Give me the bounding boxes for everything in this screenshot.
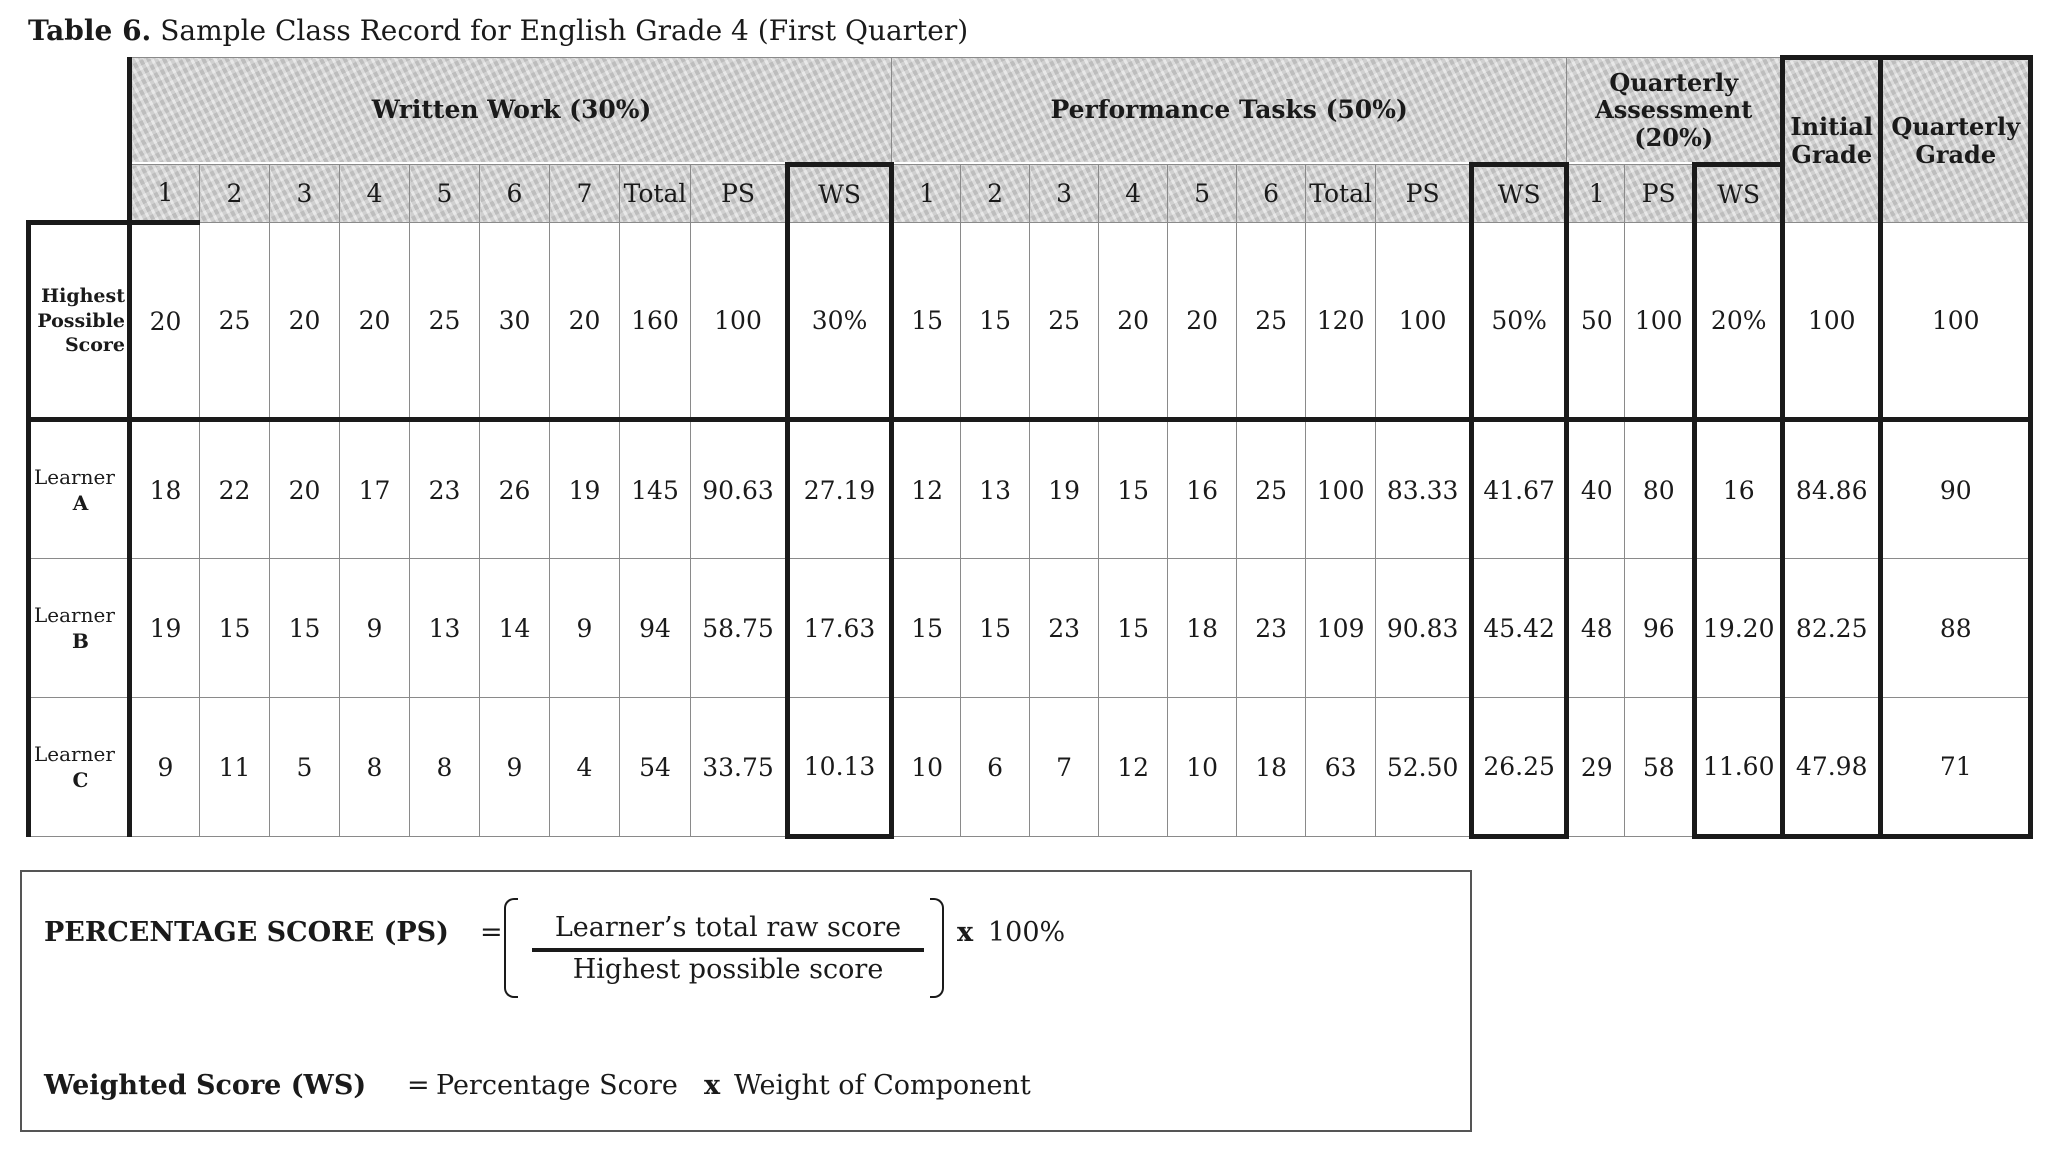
qa-cell: 29	[1567, 698, 1625, 837]
quarterly-grade-cell: 71	[1881, 698, 2031, 837]
qa-col-header: PS	[1625, 165, 1695, 223]
pt-cell: 25	[1237, 420, 1306, 559]
pt-cell: 23	[1030, 559, 1099, 698]
qa-col-header: WS	[1695, 165, 1783, 223]
ww-cell: 19	[550, 420, 620, 559]
pt-cell: 63	[1306, 698, 1376, 837]
qa-cell: 16	[1695, 420, 1783, 559]
ps-denominator: Highest possible score	[572, 954, 884, 985]
caption-text: Sample Class Record for English Grade 4 (First Quarter)	[160, 14, 969, 47]
ww-cell: 9	[480, 698, 550, 837]
group-quarterly-assessment: Quarterly Assessment (20%)	[1567, 58, 1783, 165]
pt-cell: 16	[1168, 420, 1237, 559]
group-performance-tasks: Performance Tasks (50%)	[892, 58, 1567, 165]
ww-cell: 8	[340, 698, 410, 837]
ww-cell: 9	[130, 698, 200, 837]
pt-cell: 7	[1030, 698, 1099, 837]
ww-col-header: Total	[620, 165, 691, 223]
ww-cell: 145	[620, 420, 691, 559]
pt-cell: 15	[1099, 559, 1168, 698]
row-label-part: Learner	[34, 603, 115, 627]
ww-cell: 5	[270, 698, 340, 837]
ww-col-header: 6	[480, 165, 550, 223]
ww-cell: 33.75	[691, 698, 788, 837]
ws-equals-sign: =	[407, 1070, 430, 1101]
pt-cell: 15	[961, 223, 1030, 420]
ww-col-header: 7	[550, 165, 620, 223]
pt-cell: 52.50	[1376, 698, 1472, 837]
pt-col-header: 3	[1030, 165, 1099, 223]
ww-col-header: 1	[130, 165, 200, 223]
pt-cell: 13	[961, 420, 1030, 559]
ww-cell: 18	[130, 420, 200, 559]
pt-col-header: 6	[1237, 165, 1306, 223]
row-label-part: Learner	[34, 742, 115, 766]
class-record-table	[26, 55, 2033, 839]
qa-cell: 96	[1625, 559, 1695, 698]
qa-cell: 40	[1567, 420, 1625, 559]
ws-weight-of-component: Weight of Component	[734, 1070, 1031, 1101]
ww-cell: 9	[340, 559, 410, 698]
fraction-bar	[532, 948, 924, 952]
pt-cell: 19	[1030, 420, 1099, 559]
ww-cell: 23	[410, 420, 480, 559]
pt-cell: 90.83	[1376, 559, 1472, 698]
ww-cell: 20	[340, 223, 410, 420]
initial-grade-cell: 84.86	[1783, 420, 1881, 559]
pt-cell: 12	[1099, 698, 1168, 837]
row-label-part: Highest	[41, 284, 125, 307]
ww-cell: 54	[620, 698, 691, 837]
ww-cell: 27.19	[788, 420, 892, 559]
row-label	[29, 420, 130, 559]
pt-cell: 45.42	[1472, 559, 1567, 698]
pt-cell: 26.25	[1472, 698, 1567, 837]
row-label-part: Possible	[37, 309, 125, 332]
group-initial-grade: Initial Grade	[1783, 58, 1881, 223]
pt-cell: 20	[1168, 223, 1237, 420]
ww-cell: 90.63	[691, 420, 788, 559]
qa-col-header: 1	[1567, 165, 1625, 223]
right-bracket	[930, 898, 944, 998]
pt-cell: 10	[892, 698, 961, 837]
pt-col-header: 5	[1168, 165, 1237, 223]
pt-col-header: PS	[1376, 165, 1472, 223]
ww-cell: 30	[480, 223, 550, 420]
qa-cell: 100	[1625, 223, 1695, 420]
ww-cell: 26	[480, 420, 550, 559]
qa-cell: 58	[1625, 698, 1695, 837]
ww-cell: 8	[410, 698, 480, 837]
ww-cell: 20	[550, 223, 620, 420]
quarterly-grade-cell: 100	[1881, 223, 2031, 420]
ws-percentage-score: Percentage Score	[436, 1070, 678, 1101]
ww-cell: 14	[480, 559, 550, 698]
initial-grade-cell: 47.98	[1783, 698, 1881, 837]
pt-cell: 109	[1306, 559, 1376, 698]
row-label-part: B	[72, 629, 89, 653]
ws-times-sign: x	[704, 1070, 721, 1101]
ww-cell: 58.75	[691, 559, 788, 698]
ww-col-header: 5	[410, 165, 480, 223]
row-label-part: A	[72, 491, 89, 515]
pt-cell: 12	[892, 420, 961, 559]
learner-row	[29, 420, 2031, 559]
ps-hundred-percent: 100%	[988, 917, 1066, 948]
qa-cell: 50	[1567, 223, 1625, 420]
row-label	[29, 698, 130, 837]
qa-cell: 20%	[1695, 223, 1783, 420]
pt-cell: 25	[1030, 223, 1099, 420]
pt-cell: 15	[961, 559, 1030, 698]
corner-blank	[29, 165, 130, 223]
table-caption	[28, 14, 968, 47]
pt-cell: 25	[1237, 223, 1306, 420]
row-label	[29, 559, 130, 698]
ww-cell: 22	[200, 420, 270, 559]
ww-col-header: 4	[340, 165, 410, 223]
ww-cell: 15	[200, 559, 270, 698]
ps-times-sign: x	[957, 917, 974, 948]
pt-cell: 23	[1237, 559, 1306, 698]
ww-cell: 30%	[788, 223, 892, 420]
ww-col-header: PS	[691, 165, 788, 223]
highest-possible-row	[29, 223, 2031, 420]
ps-equals-sign: =	[480, 917, 503, 948]
ww-cell: 17	[340, 420, 410, 559]
ww-cell: 17.63	[788, 559, 892, 698]
ww-cell: 10.13	[788, 698, 892, 837]
subheader-row	[29, 165, 2031, 223]
caption-label: Table 6.	[28, 14, 152, 47]
group-written-work: Written Work (30%)	[130, 58, 892, 165]
pt-cell: 20	[1099, 223, 1168, 420]
row-label-part: Score	[64, 334, 125, 357]
ps-formula-label: PERCENTAGE SCORE (PS)	[44, 917, 449, 948]
ww-cell: 15	[270, 559, 340, 698]
pt-cell: 15	[892, 559, 961, 698]
quarterly-grade-cell: 88	[1881, 559, 2031, 698]
group-header-row	[29, 58, 2031, 165]
pt-col-header: Total	[1306, 165, 1376, 223]
quarterly-grade-cell: 90	[1881, 420, 2031, 559]
corner-blank	[29, 58, 130, 165]
ww-col-header: 3	[270, 165, 340, 223]
initial-grade-cell: 100	[1783, 223, 1881, 420]
ww-cell: 25	[200, 223, 270, 420]
learner-row	[29, 698, 2031, 837]
qa-cell: 11.60	[1695, 698, 1783, 837]
qa-cell: 19.20	[1695, 559, 1783, 698]
pt-cell: 50%	[1472, 223, 1567, 420]
ww-cell: 20	[270, 223, 340, 420]
formula-box	[20, 870, 1472, 1132]
ps-numerator: Learner’s total raw score	[554, 912, 902, 943]
pt-cell: 100	[1376, 223, 1472, 420]
ww-cell: 20	[270, 420, 340, 559]
ww-cell: 19	[130, 559, 200, 698]
qa-cell: 48	[1567, 559, 1625, 698]
initial-grade-cell: 82.25	[1783, 559, 1881, 698]
pt-col-header: 4	[1099, 165, 1168, 223]
ww-col-header: WS	[788, 165, 892, 223]
pt-cell: 15	[1099, 420, 1168, 559]
ww-cell: 13	[410, 559, 480, 698]
pt-col-header: 2	[961, 165, 1030, 223]
ww-cell: 20	[130, 223, 200, 420]
pt-cell: 6	[961, 698, 1030, 837]
pt-cell: 83.33	[1376, 420, 1472, 559]
learner-row	[29, 559, 2031, 698]
ws-formula-label: Weighted Score (WS)	[44, 1070, 367, 1101]
ww-cell: 9	[550, 559, 620, 698]
pt-col-header: 1	[892, 165, 961, 223]
ww-cell: 100	[691, 223, 788, 420]
ww-cell: 11	[200, 698, 270, 837]
ww-cell: 160	[620, 223, 691, 420]
ww-col-header: 2	[200, 165, 270, 223]
row-label	[29, 223, 130, 420]
pt-cell: 18	[1168, 559, 1237, 698]
pt-cell: 100	[1306, 420, 1376, 559]
qa-cell: 80	[1625, 420, 1695, 559]
pt-col-header: WS	[1472, 165, 1567, 223]
ww-cell: 94	[620, 559, 691, 698]
pt-cell: 10	[1168, 698, 1237, 837]
pt-cell: 120	[1306, 223, 1376, 420]
pt-cell: 41.67	[1472, 420, 1567, 559]
ww-cell: 25	[410, 223, 480, 420]
group-quarterly-grade: Quarterly Grade	[1881, 58, 2031, 223]
pt-cell: 18	[1237, 698, 1306, 837]
ww-cell: 4	[550, 698, 620, 837]
pt-cell: 15	[892, 223, 961, 420]
row-label-part: C	[72, 768, 89, 792]
row-label-part: Learner	[34, 465, 115, 489]
left-bracket	[504, 898, 518, 998]
